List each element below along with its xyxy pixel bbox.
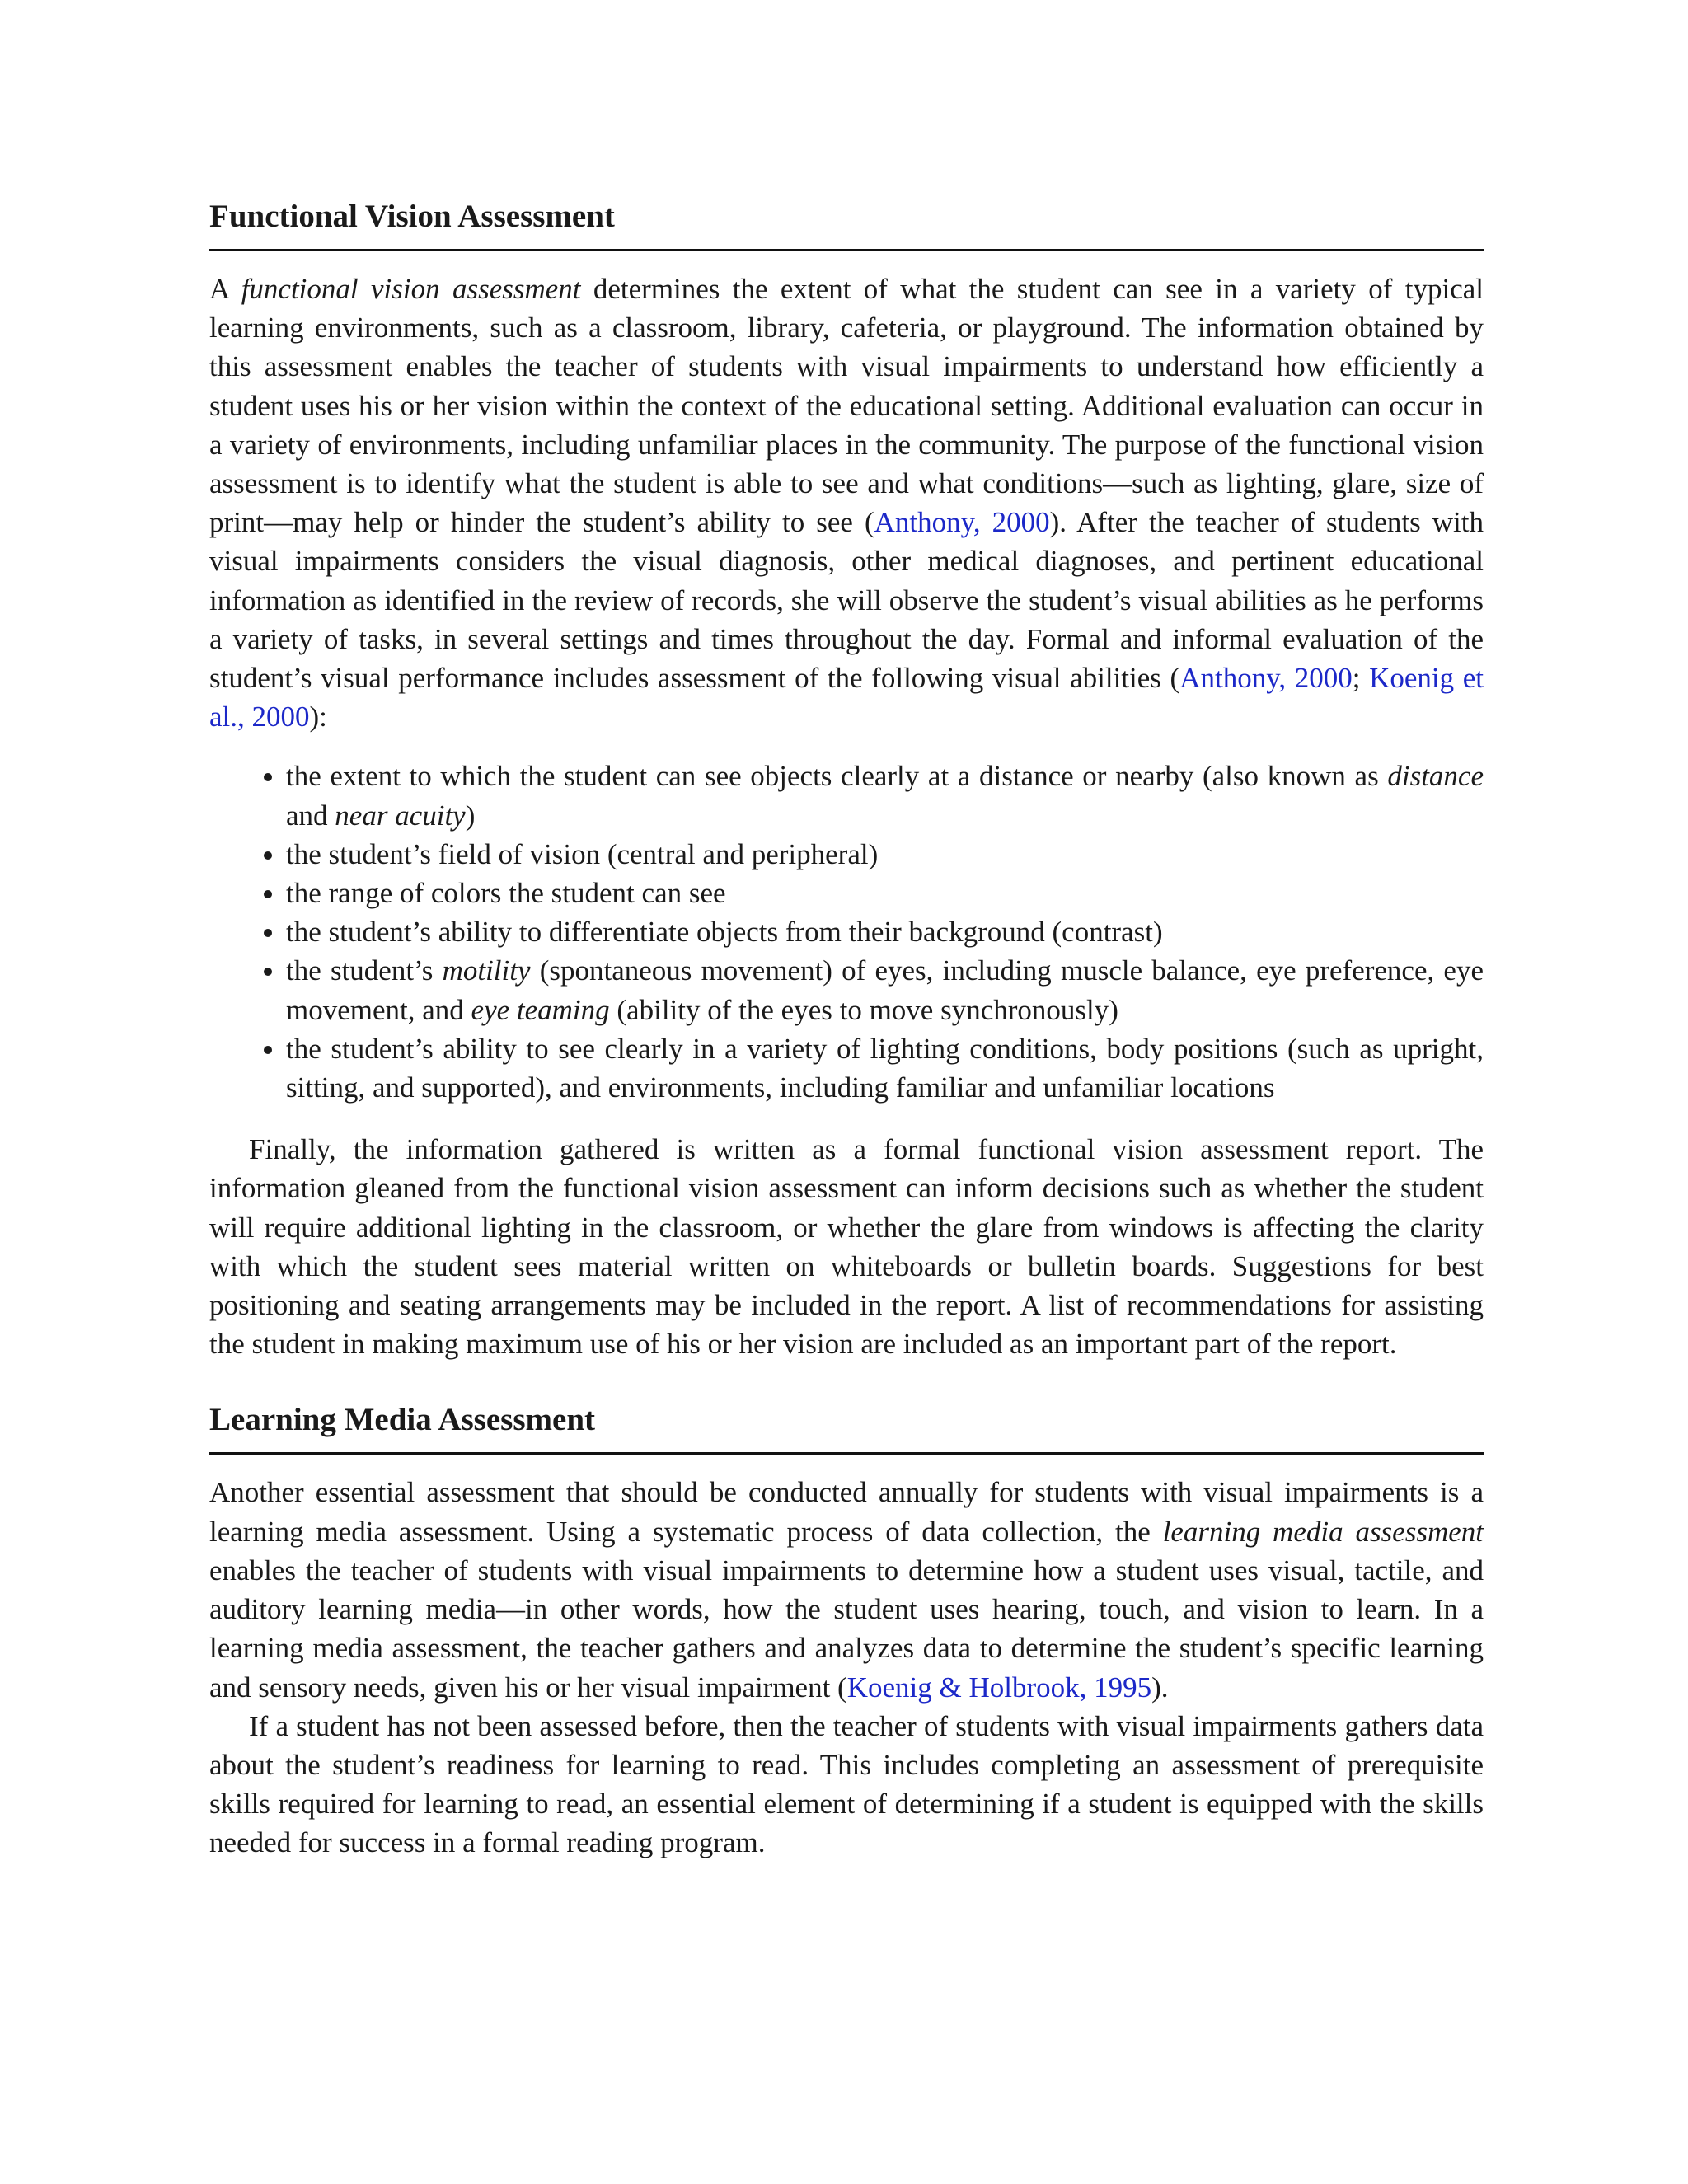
- citation-link-anthony-2000[interactable]: Anthony, 2000: [874, 506, 1050, 539]
- list-item: • the extent to which the student can see objects clearly at a distance or nearby (also known as distance and near acuity): [286, 757, 1484, 834]
- list-item: • the student’s motility (spontaneous movement) of eyes, including muscle balance, eye preference, eye movement, and eye teaming (ability of the eyes to move synchronously): [286, 951, 1484, 1029]
- paragraph-functional-vision-report: Finally, the information gathered is written as a formal functional vision assessment report. The information gleaned from the functional vision assessment can inform decisions such as whether the student will require additional lighting in the classroom, or whether the glare from windows is affecting the clarity with which the student sees material written on whiteboards or bulletin boards. Suggestions for best positioning and seating arrangements may be included in the report. A list of recommendations for assisting the student in making maximum use of his or her vision are included as an important part of the report.: [209, 1133, 1484, 1361]
- paragraph-functional-vision-intro: A functional vision assessment determines the extent of what the student can see in a variety of typical learning environments, such as a classroom, library, cafeteria, or playground. The information obtained by this assessment enables the teacher of students with visual impairments to understand how efficiently a student uses his or her vision within the context of the educational setting. Additional evaluation can occur in a variety of environments, including unfamiliar places in the community. The purpose of the functional vision assessment is to identify what the student is able to see and what conditions—such as lighting, glare, size of print—may help or hinder the student’s ability to see (Anthony, 2000). After the teacher of students with visual impairments considers the visual diagnosis, other medical diagnoses, and pertinent educational information as identified in the review of records, she will observe the student’s visual abilities as he performs a variety of tasks, in several settings and times throughout the day. Formal and informal evaluation of the student’s visual performance includes assessment of the following visual abilities (Anthony, 2000; Koenig et al., 2000):: [209, 273, 1484, 733]
- document-page: [209, 196, 1484, 1863]
- list-item: • the student’s ability to see clearly in a variety of lighting conditions, body positions (such as upright, sitting, and supported), and environments, including familiar and unfamiliar locations: [286, 1029, 1484, 1107]
- section-heading-functional-vision: Functional Vision Assessment: [209, 196, 1484, 251]
- citation-link-anthony-2000-second[interactable]: Anthony, 2000: [1179, 662, 1353, 695]
- list-item: • the student’s field of vision (central and peripheral): [286, 835, 1484, 874]
- paragraph-learning-media-readiness: If a student has not been assessed before, then the teacher of students with visual impairments gathers data about the student’s readiness for learning to read. This includes completing an assessment of prerequisite skills required for learning to read, an essential element of determining if a student is equipped with the skills needed for success in a formal reading program.: [209, 1709, 1484, 1859]
- term-learning-media-assessment: learning media assessment: [1162, 1515, 1484, 1548]
- citation-link-koenig-holbrook-1995[interactable]: Koenig & Holbrook, 1995: [846, 1671, 1152, 1704]
- citation-link-koenig-et-al-2000[interactable]: Koenig et al., 2000: [209, 662, 1484, 733]
- visual-abilities-list: [209, 757, 1484, 1107]
- term-functional-vision-assessment: functional vision assessment: [241, 273, 581, 305]
- paragraph-learning-media-intro: Another essential assessment that should be conducted annually for students with visual impairments is a learning media assessment. Using a systematic process of data collection, the learning media assessment enables the teacher of students with visual impairments to determine how a student uses visual, tactile, and auditory learning media—in other words, how the student uses hearing, touch, and vision to learn. In a learning media assessment, the teacher gathers and analyzes data to determine the student’s specific learning and sensory needs, given his or her visual impairment (Koenig & Holbrook, 1995).: [209, 1476, 1484, 1704]
- section-heading-learning-media: Learning Media Assessment: [209, 1399, 1484, 1455]
- list-item: • the range of colors the student can see: [286, 874, 1484, 912]
- list-item: • the student’s ability to differentiate objects from their background (contrast): [286, 912, 1484, 951]
